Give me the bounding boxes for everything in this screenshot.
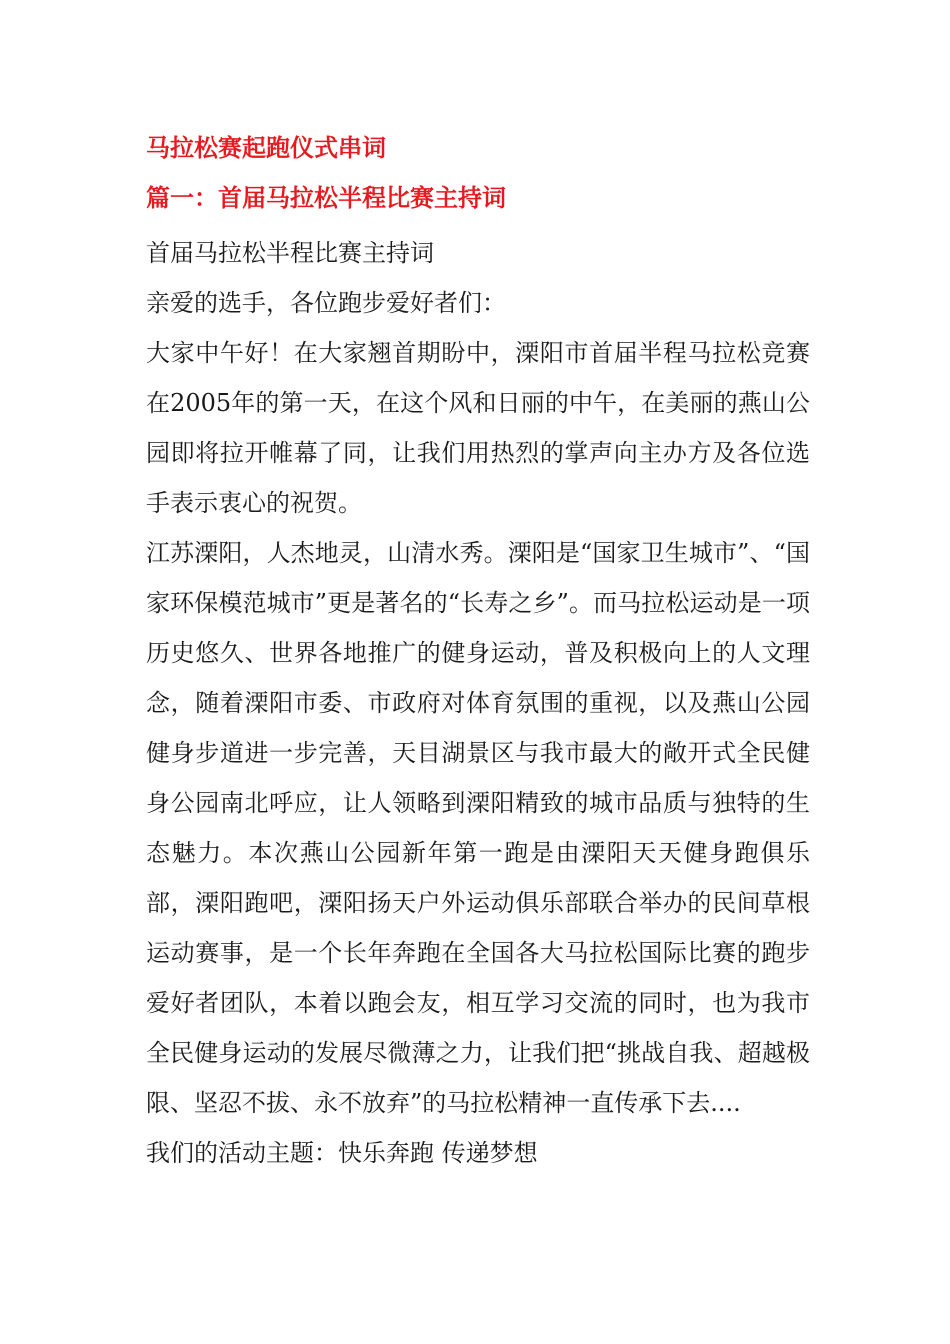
paragraph-salutation: 亲爱的选手，各位跑步爱好者们： <box>146 289 506 317</box>
paragraph-greeting: 大家中午好！在大家翘首期盼中，溧阳市首届半程马拉松竞赛在2005年的第一天，在这个风和日丽的中午，在美丽的燕山公园即将拉开帷幕了同，让我们用热烈的掌声向主办方及各位选手表示衷心的祝贺。 <box>146 339 810 517</box>
paragraph-introduction: 江苏溧阳，人杰地灵，山清水秀。溧阳是“国家卫生城市”、“国家环保模范城市”更是著名的“长寿之乡”。而马拉松运动是一项历史悠久、世界各地推广的健身运动，普及积极向上的人文理念，随着溧阳市委、市政府对体育氛围的重视，以及燕山公园健身步道进一步完善，天目湖景区与我市最大的敞开式全民健身公园南北呼应，让人领略到溧阳精致的城市品质与独特的生态魅力。本次燕山公园新年第一跑是由溧阳天天健身跑俱乐部，溧阳跑吧，溧阳扬天户外运动俱乐部联合举办的民间草根运动赛事，是一个长年奔跑在全国各大马拉松国际比赛的跑步爱好者团队，本着以跑会友，相互学习交流的同时，也为我市全民健身运动的发展尽微薄之力，让我们把“挑战自我、超越极限、坚忍不拔、永不放弃”的马拉松精神一直传承下去.... <box>146 539 810 1117</box>
paragraph-theme: 我们的活动主题：快乐奔跑 传递梦想 <box>146 1139 538 1167</box>
document-content <box>146 128 810 1178</box>
document-title: 马拉松赛起跑仪式串词 <box>146 133 386 162</box>
paragraph-subtitle: 首届马拉松半程比赛主持词 <box>146 239 434 267</box>
section-heading: 篇一：首届马拉松半程比赛主持词 <box>146 183 506 212</box>
